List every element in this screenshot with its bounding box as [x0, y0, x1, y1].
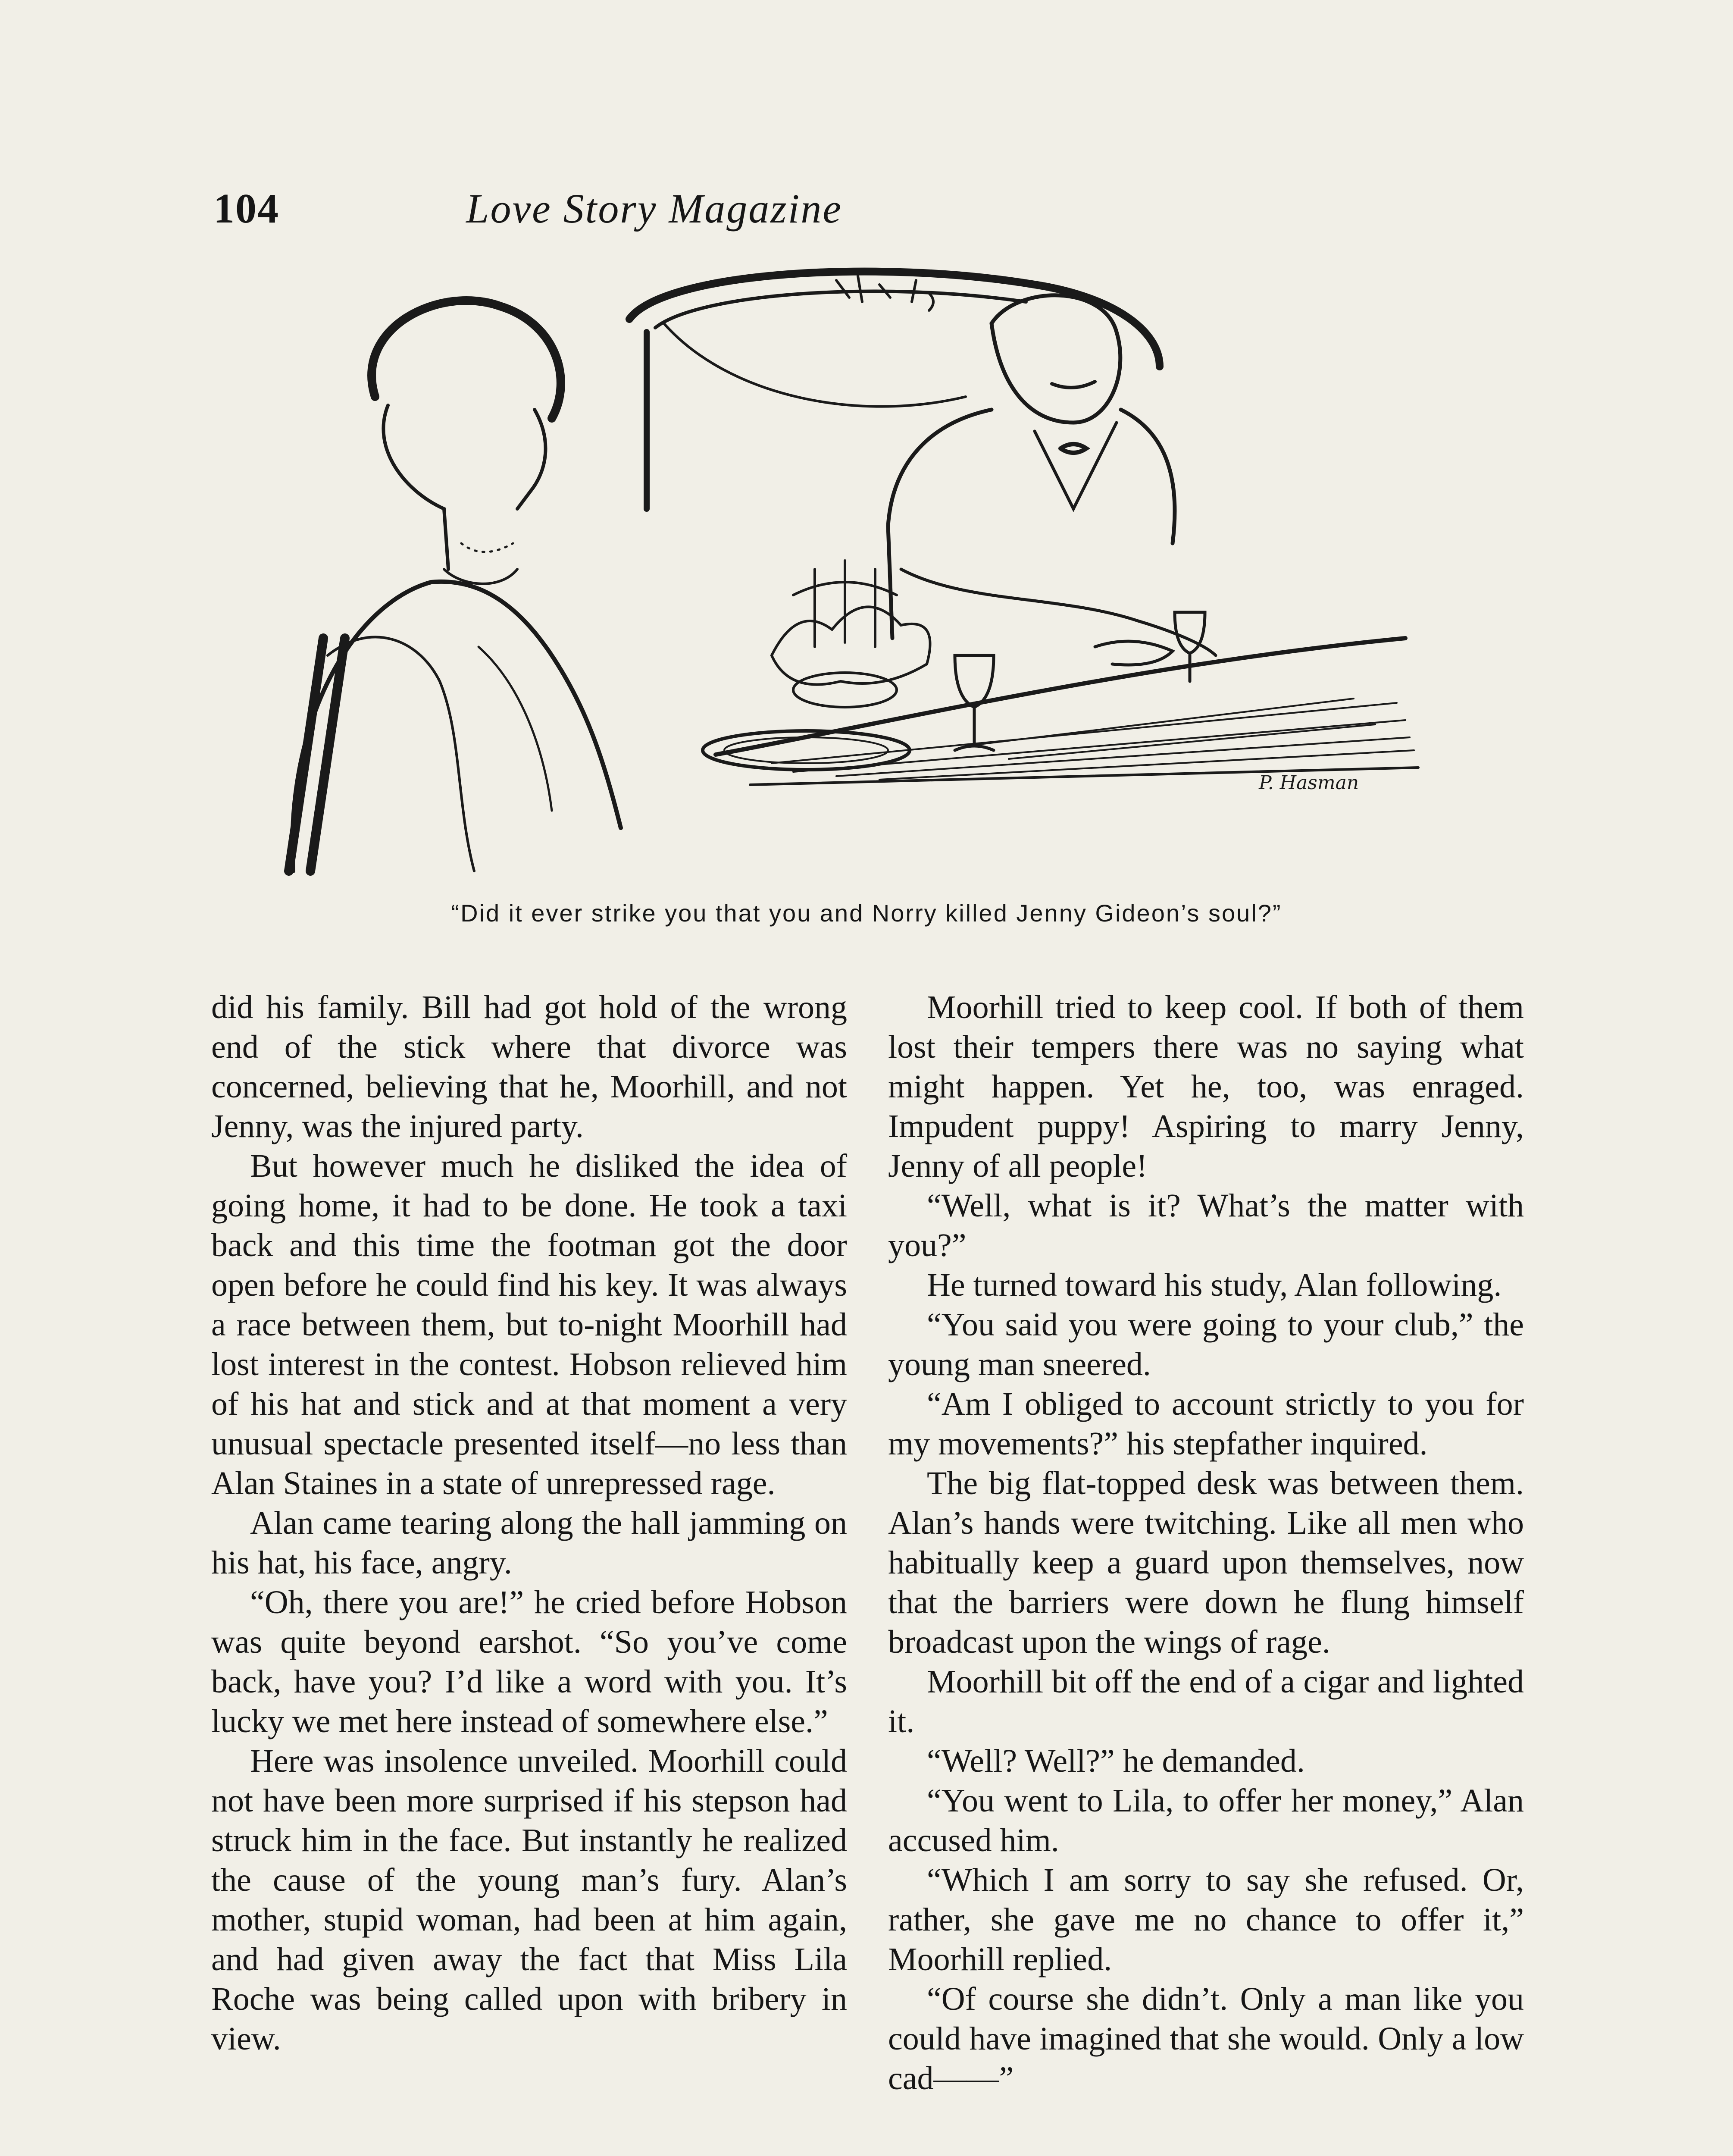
text-column-right [888, 987, 1524, 2098]
paragraph: “Well? Well?” he demanded. [927, 1743, 1305, 1779]
artist-signature: P. Hasman [1259, 772, 1359, 794]
illustration [276, 267, 1457, 888]
paragraph: did his family. Bill had got hold of the wrong end of the stick where that divorce was concerned, believing that he, Moorhill, and not Jenny, was the injured party. [211, 989, 847, 1144]
centerpiece [772, 561, 930, 707]
paragraph: But however much he disliked the idea of going home, it had to be done. He took a taxi back and this time the footman got the door open before he could find his key. It was always a race between them, but to-night Moorhill had lost interest in the contest. Hobson relieved him of his hat and stick and at that moment a very unusual spectacle presented itself—no less than Alan Staines in a state of unrepressed rage. [211, 1148, 847, 1501]
paragraph: “Of course she didn’t. Only a man like you could have imagined that she would. Only a low cad——” [888, 1981, 1524, 2096]
paragraph: “Am I obliged to account strictly to you for my movements?” his stepfather inquired. [888, 1386, 1524, 1462]
window-arch [629, 272, 1160, 367]
paragraph: Here was insolence unveiled. Moorhill could not have been more surprised if his stepson had struck him in the face. But instantly he realized the cause of the young man’s fury. Alan’s mother, stupid woman, had been at him again, and had given away the fact that Miss Lila Roche was being called upon with bribery in view. [211, 1743, 847, 2057]
wine-glass-man [1175, 612, 1205, 681]
running-title: Love Story Magazine [466, 185, 842, 232]
paragraph: Moorhill bit off the end of a cigar and lighted it. [888, 1664, 1524, 1739]
page-header [213, 185, 1095, 245]
paragraph: Alan came tearing along the hall jamming on his hat, his face, angry. [211, 1505, 847, 1581]
paragraph: “You said you were going to your club,” the young man sneered. [888, 1307, 1524, 1382]
man-figure [888, 295, 1216, 665]
paragraph: “Well, what is it? What’s the matter with you?” [888, 1188, 1524, 1263]
paragraph: “You went to Lila, to offer her money,” Alan accused him. [888, 1783, 1524, 1858]
paragraph: He turned toward his study, Alan following. [927, 1267, 1502, 1303]
paragraph: Moorhill tried to keep cool. If both of them lost their tempers there was no saying what might happen. Yet he, too, was enraged. Impudent puppy! Aspiring to marry Jenny, Jenny of all people! [888, 989, 1524, 1184]
text-column-left [211, 987, 847, 2059]
paragraph: “Oh, there you are!” he cried before Hobson was quite beyond earshot. “So you’ve come back, have you? I’d like a word with you. It’s lucky we met here instead of somewhere else.” [211, 1584, 847, 1739]
paragraph: “Which I am sorry to say she refused. Or, rather, she gave me no chance to offer it,” Moorhill replied. [888, 1862, 1524, 1977]
illustration-caption: “Did it ever strike you that you and Norry killed Jenny Gideon’s soul?” [451, 899, 1282, 927]
page-number: 104 [213, 185, 279, 232]
paragraph: The big flat-topped desk was between them. Alan’s hands were twitching. Like all men who habitually keep a guard upon themselves, now that the barriers were down he flung himself broadcast upon the wings of rage. [888, 1465, 1524, 1660]
woman-figure [289, 301, 621, 871]
